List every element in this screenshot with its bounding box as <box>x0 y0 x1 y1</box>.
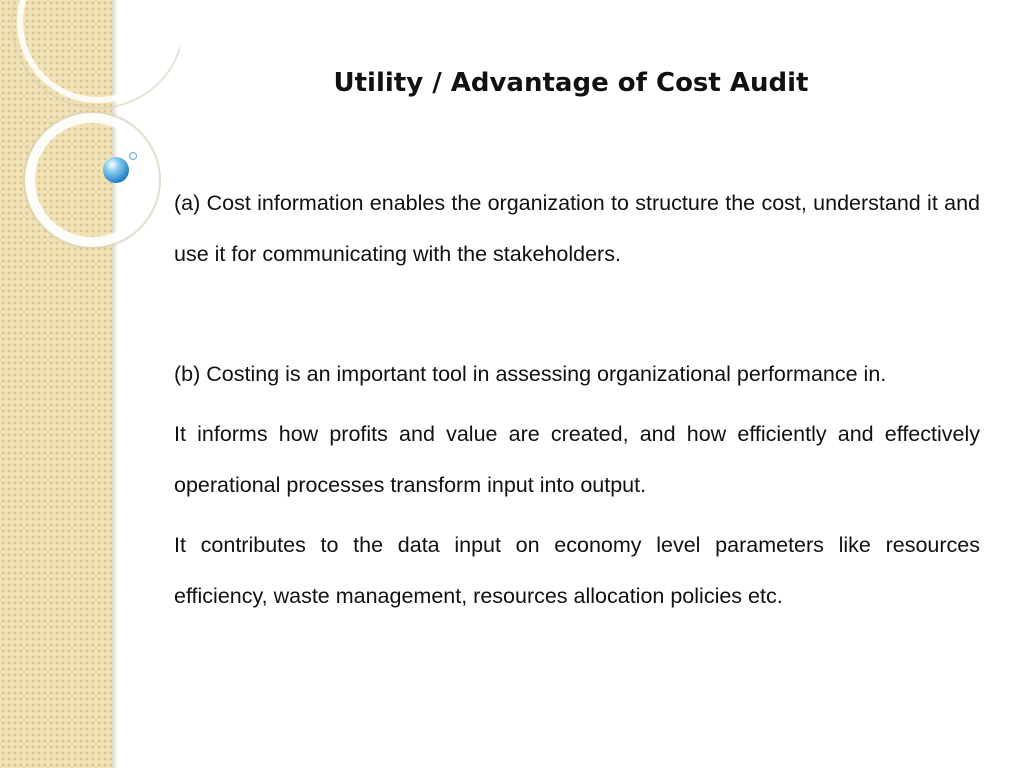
ring-outline <box>24 112 160 248</box>
paragraph-economy: It contributes to the data input on economy level parameters like resources efficiency, waste management, resources allocation policies etc. <box>174 533 980 608</box>
decorative-circles <box>0 0 180 260</box>
paragraph-profits: It informs how profits and value are created, and how efficiently and effectively operational processes transform input into output. <box>174 422 980 497</box>
slide-title: Utility / Advantage of Cost Audit <box>333 68 809 98</box>
paragraph-b: (b) Costing is an important tool in assessing organizational performance in. <box>174 362 887 386</box>
slide-body <box>174 178 980 622</box>
blue-orb-icon <box>103 157 129 183</box>
paragraph-a: (a) Cost information enables the organization to structure the cost, understand it and use it for communicating with the stakeholders. <box>174 191 980 266</box>
ring-decoration <box>30 118 154 242</box>
small-orb-icon <box>130 153 137 160</box>
